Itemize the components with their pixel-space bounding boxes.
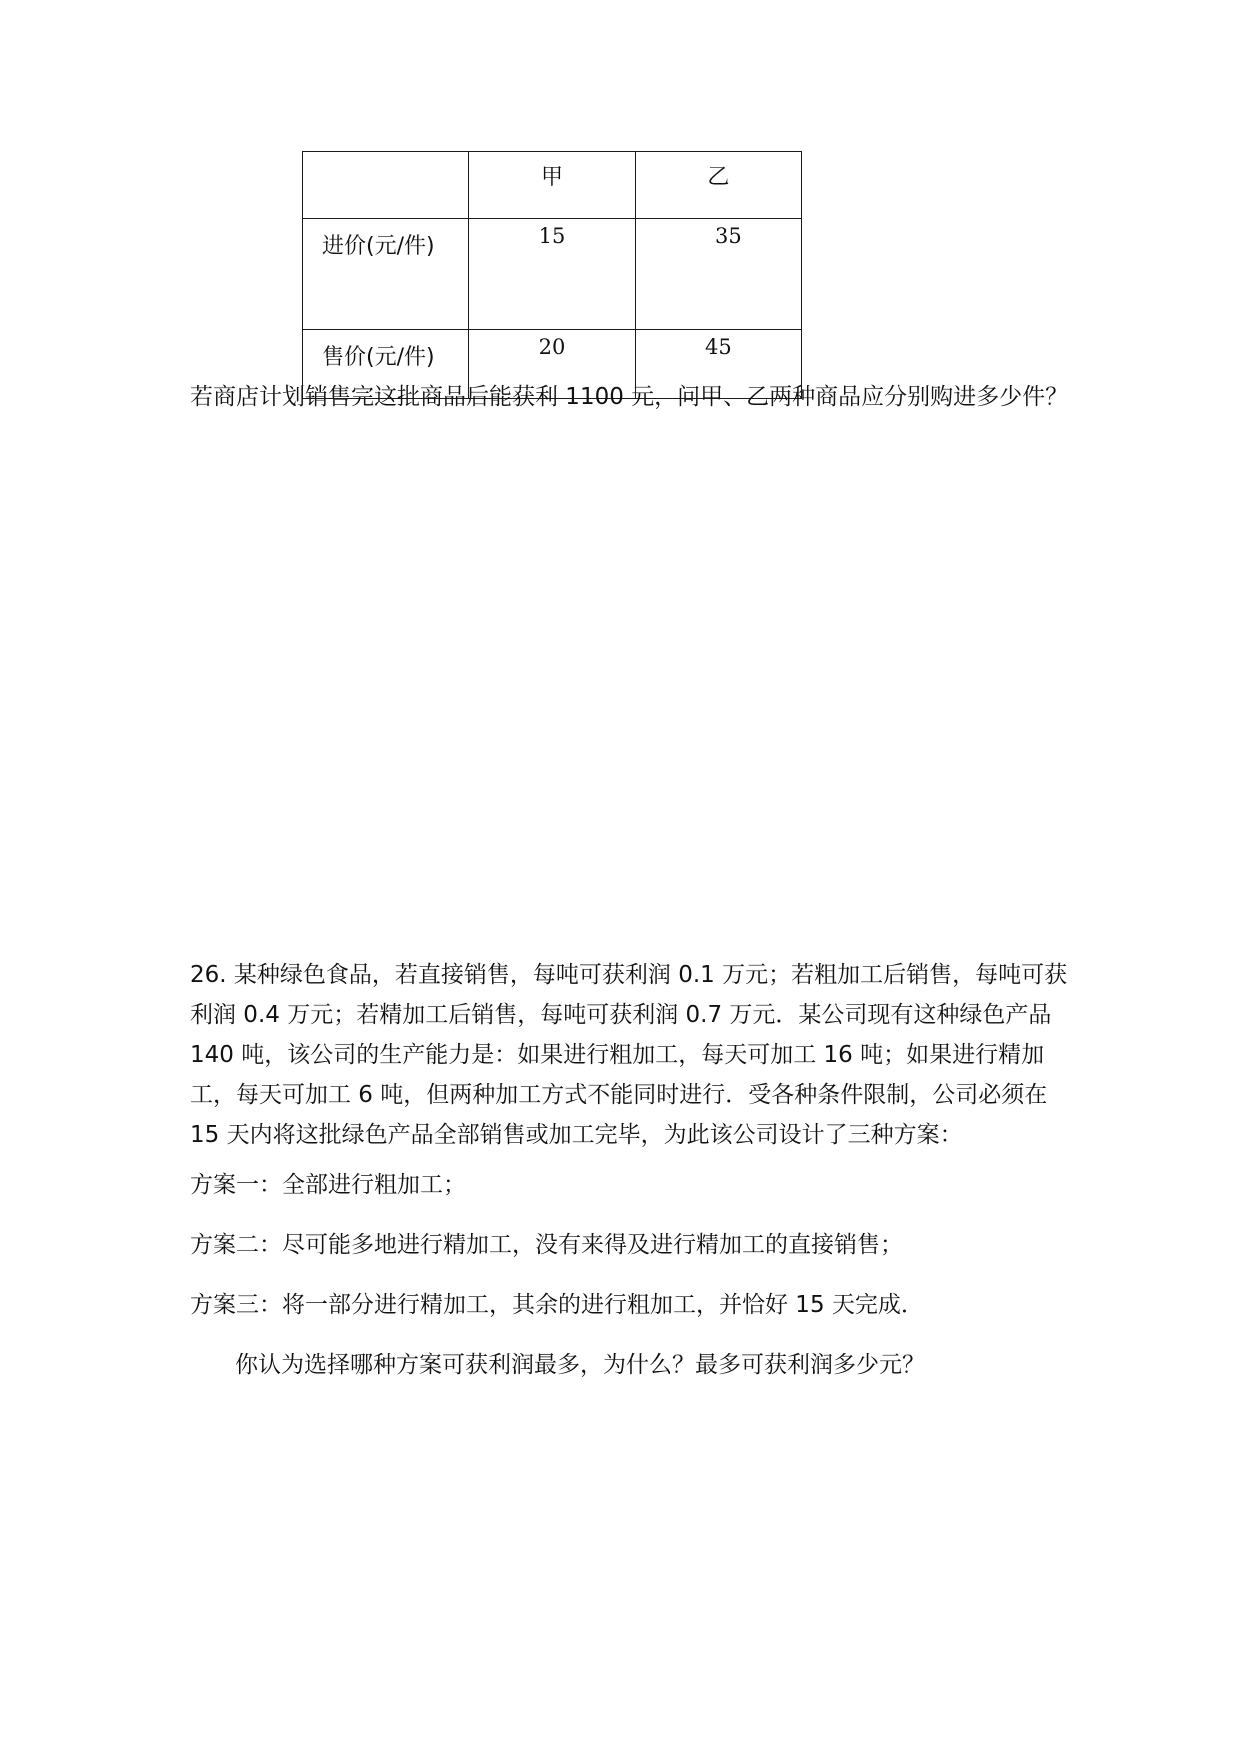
cell-price-jia: 20: [469, 330, 635, 399]
cell-cost-yi-wrap: [635, 219, 801, 330]
question-26-text: 26. 某种绿色食品，若直接销售，每吨可获利润 0.1 万元；若粗加工后销售，每吨可获利润 0.4 万元；若精加工后销售，每吨可获利润 0.7 万元．某公司现有这种绿色产品 140 吨，该公司的生产能力是：如果进行粗加工，每天可加工 16 吨；如果进行精加工，每天可加工 6 吨，但两种加工方式不能同时进行．受各种条件限制，公司必须在 15 天内将这批绿色产品全部销售或加工完毕，为此该公司设计了三种方案：: [190, 962, 1068, 1148]
table-header-row: [303, 152, 802, 219]
header-yi: 乙: [635, 152, 801, 219]
cell-cost-jia: 15: [469, 219, 635, 330]
table-corner-cell: [303, 152, 469, 219]
row-label-price: 售价(元/件): [303, 330, 469, 399]
cell-cost-yi: 35: [714, 224, 742, 248]
row-label-cost: 进价(元/件): [303, 219, 469, 330]
plan-2: 方案二：尽可能多地进行精加工，没有来得及进行精加工的直接销售；: [190, 1232, 903, 1258]
table-row: [303, 219, 802, 330]
header-jia: 甲: [469, 152, 635, 219]
price-table: [302, 151, 802, 399]
question-25-text: 若商店计划销售完这批商品后能获利 1100 元，问甲、乙两种商品应分别购进多少件？: [190, 384, 1069, 410]
cell-price-yi: 45: [635, 330, 801, 399]
plan-3: 方案三：将一部分进行精加工，其余的进行粗加工，并恰好 15 天完成．: [190, 1292, 924, 1318]
plan-1: 方案一：全部进行粗加工；: [190, 1172, 466, 1198]
question-26-ask: 你认为选择哪种方案可获利润最多，为什么？最多可获利润多少元？: [235, 1352, 925, 1378]
